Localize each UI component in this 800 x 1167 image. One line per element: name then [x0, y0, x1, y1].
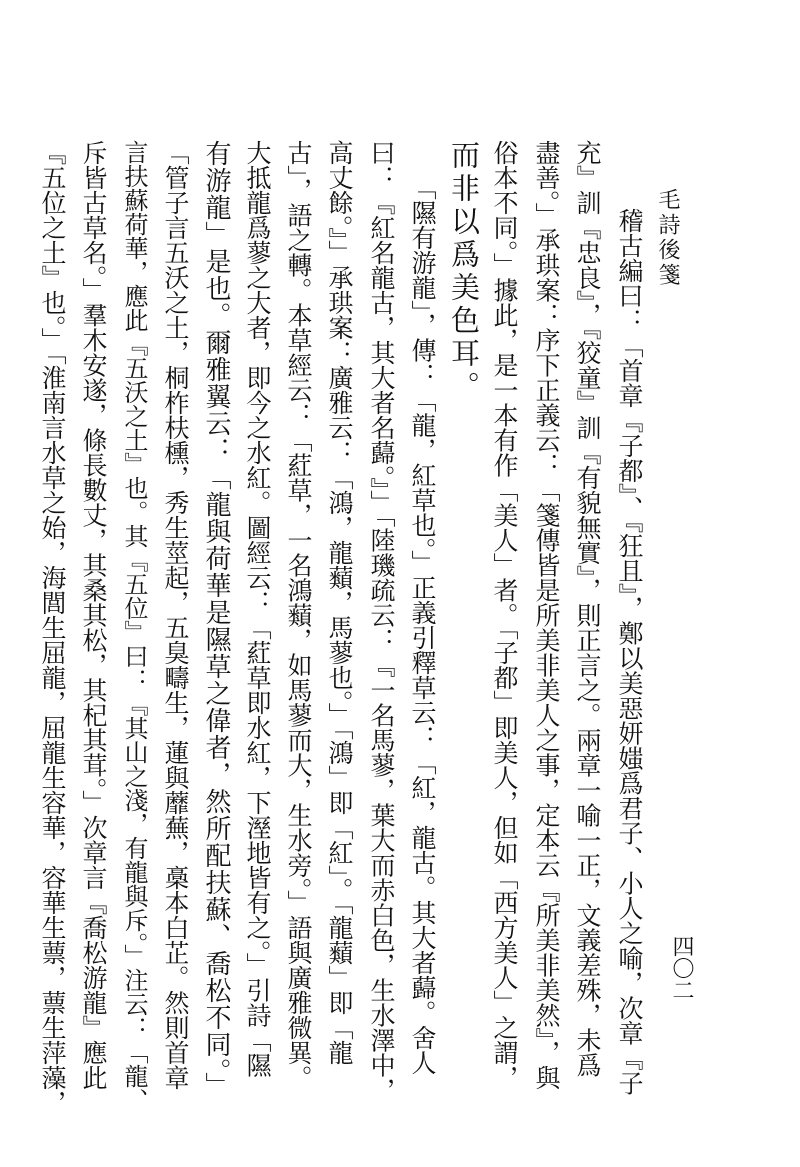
text-column-5: 而非以爲美色耳。 — [447, 140, 481, 404]
text-column-9: 古」，語之轉。本草經云：「葒草，一名鴻蘱，如馬蓼而大，生水旁。」語與廣雅微異。 — [284, 140, 313, 1090]
text-column-10: 大抵龍爲蓼之大者，即今之水紅。圖經云：「葒草即水紅，下溼地皆有之。」引詩「隰 — [243, 140, 272, 1078]
text-column-4: 俗本不同。」據此，是一本有作「美人」者。「子都」即美人，但如「西方美人」之謂， — [490, 140, 519, 1090]
book-title: 毛詩後箋 — [655, 188, 680, 288]
text-column-1: 稽古編曰：「首章『子都』、『狂且』，鄭以美惡妍媸爲君子、小人之喻，次章『子 — [615, 208, 644, 1096]
text-column-12: 「管子言五沃之土，桐柞枎櫄，秀生莖起，五臭疇生，蓮與蘼蕪，槀本白芷。然則首章 — [161, 140, 190, 1090]
text-column-6: 「隰有游龍」，傳：「龍，紅草也。」正義引釋草云：「紅，龍古。其大者蘬。舍人 — [408, 175, 437, 1075]
text-column-11: 有游龍」是也。爾雅翼云：「龍與荷華是隰草之偉者，然所配扶蘇、喬松不同。」 — [201, 140, 231, 1099]
page-number: 四〇二 — [669, 935, 694, 1001]
text-column-15: 『五位之土』也。」「淮南言水草之始，海閭生屈龍，屈龍生容華，容華生蔈，蔈生萍藻， — [38, 140, 67, 1115]
text-column-14: 斥皆古草名。」羣木安遂，條長數丈，其桑其松，其杞其茸。」次章言『喬松游龍』應此 — [79, 140, 108, 1090]
text-column-2: 充』訓『忠良』，『狡童』訓『有貌無實』，則正言之。兩章一喻一正，文義差殊，未爲 — [573, 140, 602, 1078]
text-column-8: 高丈餘。』」承珙案：廣雅云：「鴻，龍蘱，馬蓼也。」「鴻」即「紅」。「龍蘱」即「龍 — [325, 140, 354, 1065]
text-column-13: 言扶蘇荷華，應此『五沃之土』也。其『五位』曰：『其山之淺，有龍與斥。」注云：「龍、 — [120, 140, 148, 1112]
text-column-7: 曰：『紅名龍古，其大者名蘬。』」「陸璣疏云：『一名馬蓼，葉大而赤白色，生水澤中， — [367, 140, 396, 1103]
text-column-3: 盡善。」承珙案：序下正義云：「箋傳皆是所美非美人之事，定本云『所美非美然』，與 — [532, 140, 561, 1090]
